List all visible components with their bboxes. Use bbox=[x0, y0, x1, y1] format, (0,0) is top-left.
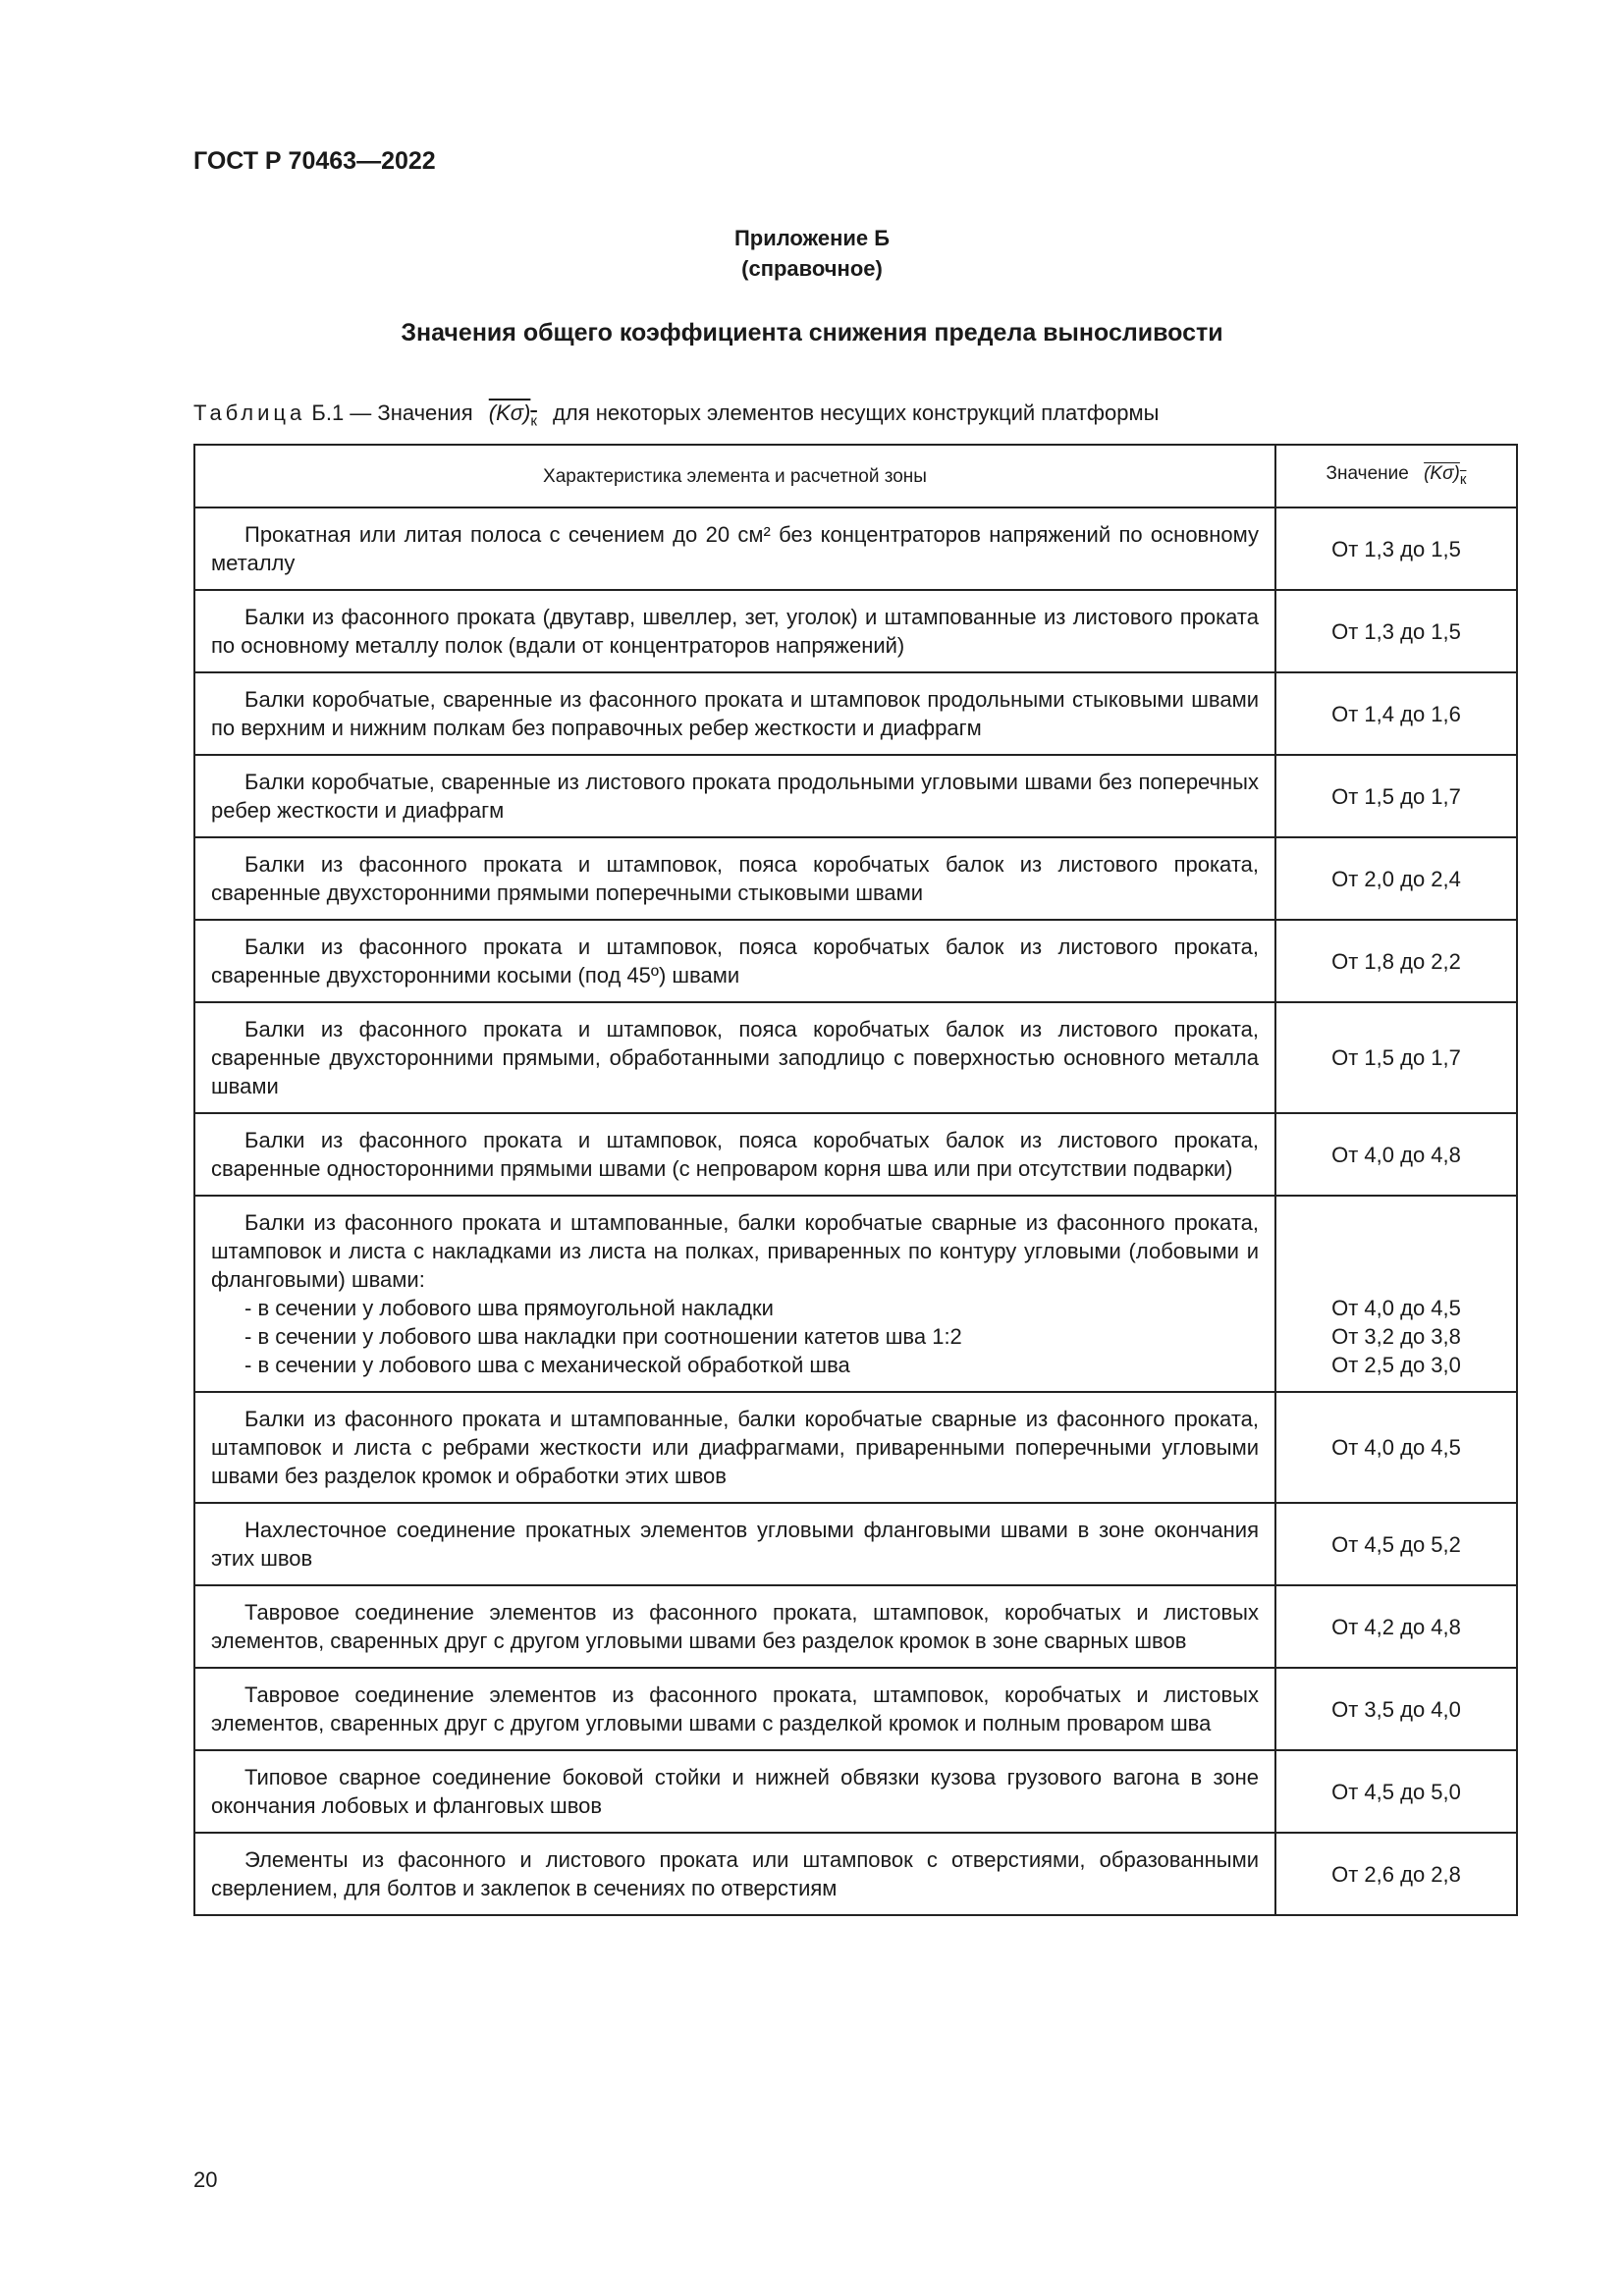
table-caption-text: для некоторых элементов несущих конструкций платформы bbox=[553, 400, 1160, 425]
row-value: От 4,2 до 4,8 bbox=[1275, 1585, 1517, 1668]
row-description: Балки из фасонного проката (двутавр, швеллер, зет, уголок) и штампованные из листового проката по основному металлу полок (вдали от концентраторов напряжений) bbox=[194, 590, 1275, 672]
row-description: Балки из фасонного проката и штамповок, пояса коробчатых балок из листового проката, сваренные двухсторонними прямыми поперечными стыковыми швами bbox=[194, 837, 1275, 920]
table-row bbox=[194, 920, 1517, 1002]
row-value: От 4,5 до 5,0 bbox=[1275, 1750, 1517, 1833]
appendix-title: Приложение Б bbox=[733, 226, 891, 250]
row-description: Балки из фасонного проката и штампованные, балки коробчатые сварные из фасонного проката, штамповок и листа с ребрами жесткости или диафрагмами, приваренными поперечными угловыми швами без разделок кромок и обработки этих швов bbox=[194, 1392, 1275, 1503]
table-row bbox=[194, 1503, 1517, 1585]
table-row-grouped bbox=[194, 1196, 1517, 1392]
section-title: Значения общего коэффициента снижения предела выносливости bbox=[401, 319, 1223, 347]
sub-item-list bbox=[211, 1294, 1259, 1379]
row-value-group bbox=[1275, 1196, 1517, 1392]
row-value: От 1,3 до 1,5 bbox=[1275, 507, 1517, 590]
row-description: Прокатная или литая полоса с сечением до 20 см² без концентраторов напряжений по основному металлу bbox=[194, 507, 1275, 590]
sub-item: - в сечении у лобового шва прямоугольной накладки bbox=[244, 1296, 774, 1320]
row-value: От 2,0 до 2,4 bbox=[1275, 837, 1517, 920]
column-header-description: Характеристика элемента и расчетной зоны bbox=[194, 445, 1275, 507]
row-value: От 1,3 до 1,5 bbox=[1275, 590, 1517, 672]
row-description: Балки из фасонного проката и штамповок, пояса коробчатых балок из листового проката, сваренные односторонними прямыми швами (с непроваром корня шва или при отсутствии подварки) bbox=[194, 1113, 1275, 1196]
page-number: 20 bbox=[193, 2167, 218, 2192]
table-row bbox=[194, 755, 1517, 837]
sub-item-value: От 4,0 до 4,5 bbox=[1331, 1296, 1461, 1320]
row-description: Тавровое соединение элементов из фасонного проката, штамповок, коробчатых и листовых элементов, сваренных друг с другом угловыми швами с разделкой кромок и полным проваром шва bbox=[194, 1668, 1275, 1750]
table-row bbox=[194, 1113, 1517, 1196]
coefficients-table bbox=[193, 444, 1518, 1916]
row-value: От 4,0 до 4,5 bbox=[1275, 1392, 1517, 1503]
row-value: От 1,4 до 1,6 bbox=[1275, 672, 1517, 755]
table-row bbox=[194, 1585, 1517, 1668]
row-value: От 1,5 до 1,7 bbox=[1275, 755, 1517, 837]
row-value: От 3,5 до 4,0 bbox=[1275, 1668, 1517, 1750]
sub-item: - в сечении у лобового шва накладки при соотношении катетов шва 1:2 bbox=[244, 1324, 962, 1349]
table-row bbox=[194, 837, 1517, 920]
table-row bbox=[194, 1833, 1517, 1915]
sub-item-value: От 2,5 до 3,0 bbox=[1331, 1353, 1461, 1377]
row-description: Нахлесточное соединение прокатных элементов угловыми фланговыми швами в зоне окончания этих швов bbox=[194, 1503, 1275, 1585]
sub-item: - в сечении у лобового шва с механической обработкой шва bbox=[244, 1353, 850, 1377]
row-value: От 2,6 до 2,8 bbox=[1275, 1833, 1517, 1915]
table-caption-number: Б.1 — Значения bbox=[311, 400, 473, 425]
row-description: Балки коробчатые, сваренные из фасонного проката и штамповок продольными стыковыми швами по верхним и нижним полкам без поправочных ребер жесткости и диафрагм bbox=[194, 672, 1275, 755]
row-description: Элементы из фасонного и листового проката или штамповок с отверстиями, образованными сверлением, для болтов и заклепок в сечениях по отверстиям bbox=[194, 1833, 1275, 1915]
row-value: От 4,5 до 5,2 bbox=[1275, 1503, 1517, 1585]
table-row bbox=[194, 507, 1517, 590]
appendix-note: (справочное) bbox=[741, 256, 883, 281]
table-row bbox=[194, 1392, 1517, 1503]
table-caption bbox=[193, 400, 1159, 429]
row-description: Типовое сварное соединение боковой стойки и нижней обвязки кузова грузового вагона в зоне окончания лобовых и фланговых швов bbox=[194, 1750, 1275, 1833]
row-description: Балки из фасонного проката и штамповок, пояса коробчатых балок из листового проката, сваренные двухсторонними косыми (под 45º) швами bbox=[194, 920, 1275, 1002]
row-description: Балки коробчатые, сваренные из листового проката продольными угловыми швами без поперечных ребер жесткости и диафрагм bbox=[194, 755, 1275, 837]
table-row bbox=[194, 672, 1517, 755]
document-code: ГОСТ Р 70463—2022 bbox=[193, 147, 436, 175]
table-row bbox=[194, 590, 1517, 672]
row-value: От 1,5 до 1,7 bbox=[1275, 1002, 1517, 1113]
row-description: Тавровое соединение элементов из фасонного проката, штамповок, коробчатых и листовых элементов, сваренных друг с другом угловыми швами без разделок кромок в зоне сварных швов bbox=[194, 1585, 1275, 1668]
table-caption-symbol: $(K\sigma)_к$ bbox=[488, 400, 537, 430]
table-row bbox=[194, 1002, 1517, 1113]
row-value: От 4,0 до 4,8 bbox=[1275, 1113, 1517, 1196]
row-description: Балки из фасонного проката и штампованные, балки коробчатые сварные из фасонного проката, штамповок и листа с накладками из листа на полках, приваренных по контуру угловыми (лобовыми и фланговыми) швами: - в сечении у лобового шва прямоугольной накладки - в сечении у лобового шва накладки при соотношении катетов шва 1:2 - в сечении у лобового шва с механической обработкой шва bbox=[194, 1196, 1275, 1392]
row-value: От 1,8 до 2,2 bbox=[1275, 920, 1517, 1002]
table-caption-label: Таблица bbox=[193, 400, 306, 425]
table-body bbox=[194, 507, 1517, 1915]
table-header-row bbox=[194, 445, 1517, 507]
table-row bbox=[194, 1668, 1517, 1750]
sub-item-value: От 3,2 до 3,8 bbox=[1331, 1324, 1461, 1349]
column-header-value: Значение $(K\sigma)_к$ bbox=[1275, 445, 1517, 507]
row-description: Балки из фасонного проката и штамповок, пояса коробчатых балок из листового проката, сваренные двухсторонними прямыми, обработанными заподлицо с поверхностью основного металла швами bbox=[194, 1002, 1275, 1113]
table-row bbox=[194, 1750, 1517, 1833]
